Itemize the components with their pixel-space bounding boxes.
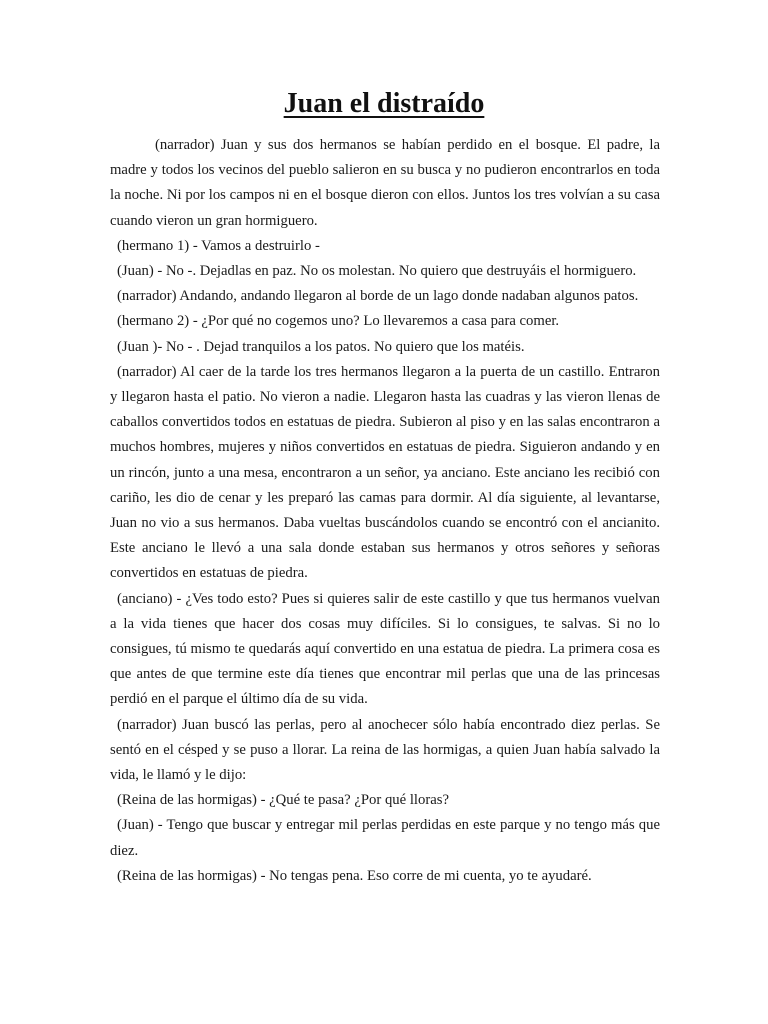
paragraph-narrator-pearls: (narrador) Juan buscó las perlas, pero al anochecer sólo había encontrado diez perlas. Se sentó en el césped y se puso a llorar. La reina de las hormigas, a quien Juan había salvado la vida, le llamó y le dijo: bbox=[110, 716, 660, 784]
paragraph-narrator-intro: (narrador) Juan y sus dos hermanos se habían perdido en el bosque. El padre, la madre y todos los vecinos del pueblo salieron en su busca y no pudieron encontrarlos en toda la noche. Ni por los campos ni en el bosque dieron con ellos. Juntos los tres volvían a su casa cuando vieron un gran hormiguero. bbox=[110, 137, 660, 229]
paragraph-narrator-castle: (narrador) Al caer de la tarde los tres hermanos llegaron a la puerta de un castillo. Entraron y llegaron hasta el patio. No vieron a nadie. Llegaron hasta las cuadras y las vieron llenas de caballos convertidos todos en estatuas de piedra. Subieron al piso y en las salas encontraron a muchos hombres, mujeres y niños convertidos en estatuas de piedra. Siguieron andando y en un rincón, junto a una mesa, encontraron a un señor, ya anciano. Este anciano les recibió con cariño, les dio de cenar y les preparó las camas para dormir. Al día siguiente, al levantarse, Juan no vio a sus hermanos. Daba vueltas buscándolos cuando se encontró con el ancianito. Este anciano le llevó a una sala donde estaban sus hermanos y otros señores y señoras convertidos en estatuas de piedra. bbox=[110, 363, 660, 582]
paragraph-elder-line: (anciano) - ¿Ves todo esto? Pues si quieres salir de este castillo y que tus hermanos vuelvan a la vida tienes que hacer dos cosas muy difíciles. Si lo consigues, te salvas. Si no lo consigues, tú mismo te quedarás aquí convertido en una estatua de piedra. La primera cosa es que antes de que termine este día tienes que encontrar mil perlas que una de las princesas perdió en el parque el último día de su vida. bbox=[110, 590, 660, 708]
paragraph-ant-queen-line-1: (Reina de las hormigas) - ¿Qué te pasa? ¿Por qué lloras? bbox=[117, 792, 449, 809]
document-body bbox=[110, 133, 660, 889]
paragraph-brother1-line: (hermano 1) - Vamos a destruirlo - bbox=[117, 237, 320, 254]
paragraph-narrator-lake: (narrador) Andando, andando llegaron al borde de un lago donde nadaban algunos patos. bbox=[117, 288, 639, 305]
document-title: Juan el distraído bbox=[283, 88, 485, 119]
paragraph-juan-line-1: (Juan) - No -. Dejadlas en paz. No os molestan. No quiero que destruyáis el hormiguero. bbox=[117, 263, 637, 280]
paragraph-ant-queen-line-2: (Reina de las hormigas) - No tengas pena. Eso corre de mi cuenta, yo te ayudaré. bbox=[117, 867, 592, 884]
paragraph-juan-line-2: (Juan )- No - . Dejad tranquilos a los patos. No quiero que los matéis. bbox=[117, 338, 525, 355]
paragraph-juan-line-3: (Juan) - Tengo que buscar y entregar mil perlas perdidas en este parque y no tengo más que diez. bbox=[110, 817, 660, 859]
paragraph-brother2-line: (hermano 2) - ¿Por qué no cogemos uno? Lo llevaremos a casa para comer. bbox=[117, 313, 560, 330]
